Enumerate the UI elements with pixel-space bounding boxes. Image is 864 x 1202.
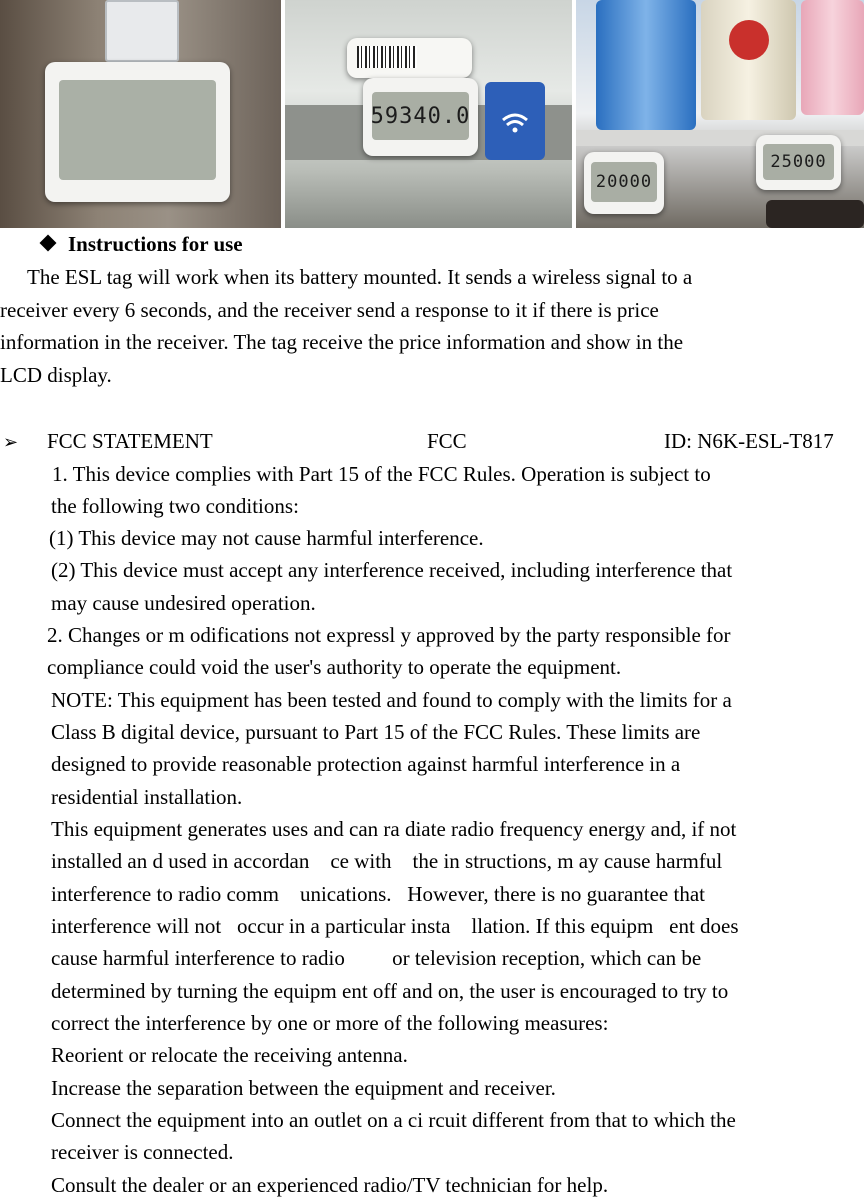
lcd-price-value-2: 59340.0 bbox=[370, 103, 471, 129]
esl-tag-frame-2 bbox=[363, 78, 478, 156]
fcc-statement-label: FCC STATEMENT bbox=[47, 429, 213, 453]
fcc-line: (1) This device may not cause harmful interference. bbox=[49, 526, 484, 550]
product-logo bbox=[729, 20, 769, 60]
fcc-measure-line: Connect the equipment into an outlet on a ci rcuit different from that to which the bbox=[51, 1108, 736, 1132]
lcd-price-display-2 bbox=[372, 92, 469, 140]
fcc-line: may cause undesired operation. bbox=[51, 591, 316, 615]
fcc-line: designed to provide reasonable protection against harmful interference in a bbox=[51, 752, 681, 776]
lcd-price-value-4-display bbox=[763, 144, 834, 180]
lcd-price-value-3: 20000 bbox=[595, 172, 653, 192]
fcc-line: NOTE: This equipment has been tested and found to comply with the limits for a bbox=[51, 688, 732, 712]
wifi-icon bbox=[485, 82, 545, 160]
fcc-label: FCC bbox=[427, 429, 467, 453]
fcc-line: installed an d used in accordan ce with the in structions, m ay cause harmful bbox=[51, 849, 723, 873]
instructions-paragraph-line: receiver every 6 seconds, and the receiver send a response to it if there is price bbox=[0, 298, 659, 322]
fcc-line: the following two conditions: bbox=[51, 494, 299, 518]
fcc-line: determined by turning the equipm ent off and on, the user is encouraged to try to bbox=[51, 979, 729, 1003]
fcc-measure-line: Increase the separation between the equipment and receiver. bbox=[51, 1076, 556, 1100]
photo-esl-shelf-display bbox=[285, 0, 572, 228]
fcc-line: residential installation. bbox=[51, 785, 243, 809]
esl-tag-frame-3 bbox=[584, 152, 664, 214]
lcd-price-display-3 bbox=[591, 162, 657, 202]
instructions-heading-text: Instructions for use bbox=[68, 232, 243, 256]
instructions-paragraph-line: The ESL tag will work when its battery mounted. It sends a wireless signal to a bbox=[27, 265, 693, 289]
tag-clip bbox=[105, 0, 179, 62]
fcc-line: (2) This device must accept any interference received, including interference that bbox=[51, 558, 733, 582]
instructions-paragraph-line: LCD display. bbox=[0, 363, 112, 387]
instructions-paragraph-line: information in the receiver. The tag receive the price information and show in the bbox=[0, 330, 684, 354]
product-jar-dark bbox=[766, 200, 864, 228]
fcc-id: ID: N6K-ESL-T817 bbox=[664, 429, 834, 453]
fcc-line: compliance could void the user's authority to operate the equipment. bbox=[47, 655, 622, 679]
arrow-bullet-icon: ➢ bbox=[3, 432, 19, 453]
esl-tag-frame-4 bbox=[756, 135, 841, 190]
barcode-card bbox=[347, 38, 472, 78]
wireless-receiver-card bbox=[485, 82, 545, 160]
fcc-line: interference to radio comm unications. However, there is no guarantee that bbox=[51, 882, 705, 906]
barcode bbox=[357, 46, 417, 68]
fcc-line: 2. Changes or m odifications not expressl y approved by the party responsible for bbox=[47, 623, 731, 647]
instructions-heading bbox=[42, 228, 243, 261]
fcc-line: This equipment generates uses and can ra diate radio frequency energy and, if not bbox=[51, 817, 737, 841]
fcc-line: Class B digital device, pursuant to Part 15 of the FCC Rules. These limits are bbox=[51, 720, 701, 744]
photo-esl-tag-closeup bbox=[0, 0, 281, 228]
fcc-line: interference will not occur in a particular insta llation. If this equipm ent does bbox=[51, 914, 739, 938]
lcd-screen bbox=[59, 80, 216, 180]
fcc-measure-line: Reorient or relocate the receiving antenna. bbox=[51, 1043, 408, 1067]
fcc-measure-line: Consult the dealer or an experienced radio/TV technician for help. bbox=[51, 1173, 609, 1197]
product-photo-strip bbox=[0, 0, 864, 228]
product-can-white bbox=[701, 0, 796, 120]
fcc-line: 1. This device complies with Part 15 of the FCC Rules. Operation is subject to bbox=[52, 462, 711, 486]
fcc-statement-heading bbox=[3, 425, 18, 460]
fcc-line: cause harmful interference to radio or television reception, which can be bbox=[51, 946, 702, 970]
fcc-line: correct the interference by one or more of the following measures: bbox=[51, 1011, 609, 1035]
lcd-price-value-4: 25000 bbox=[770, 152, 827, 172]
product-can-pink bbox=[801, 0, 864, 115]
photo-esl-supermarket-shelf bbox=[576, 0, 864, 228]
diamond-bullet-icon bbox=[40, 235, 57, 252]
fcc-measure-line: receiver is connected. bbox=[51, 1140, 234, 1164]
product-can-blue bbox=[596, 0, 696, 130]
